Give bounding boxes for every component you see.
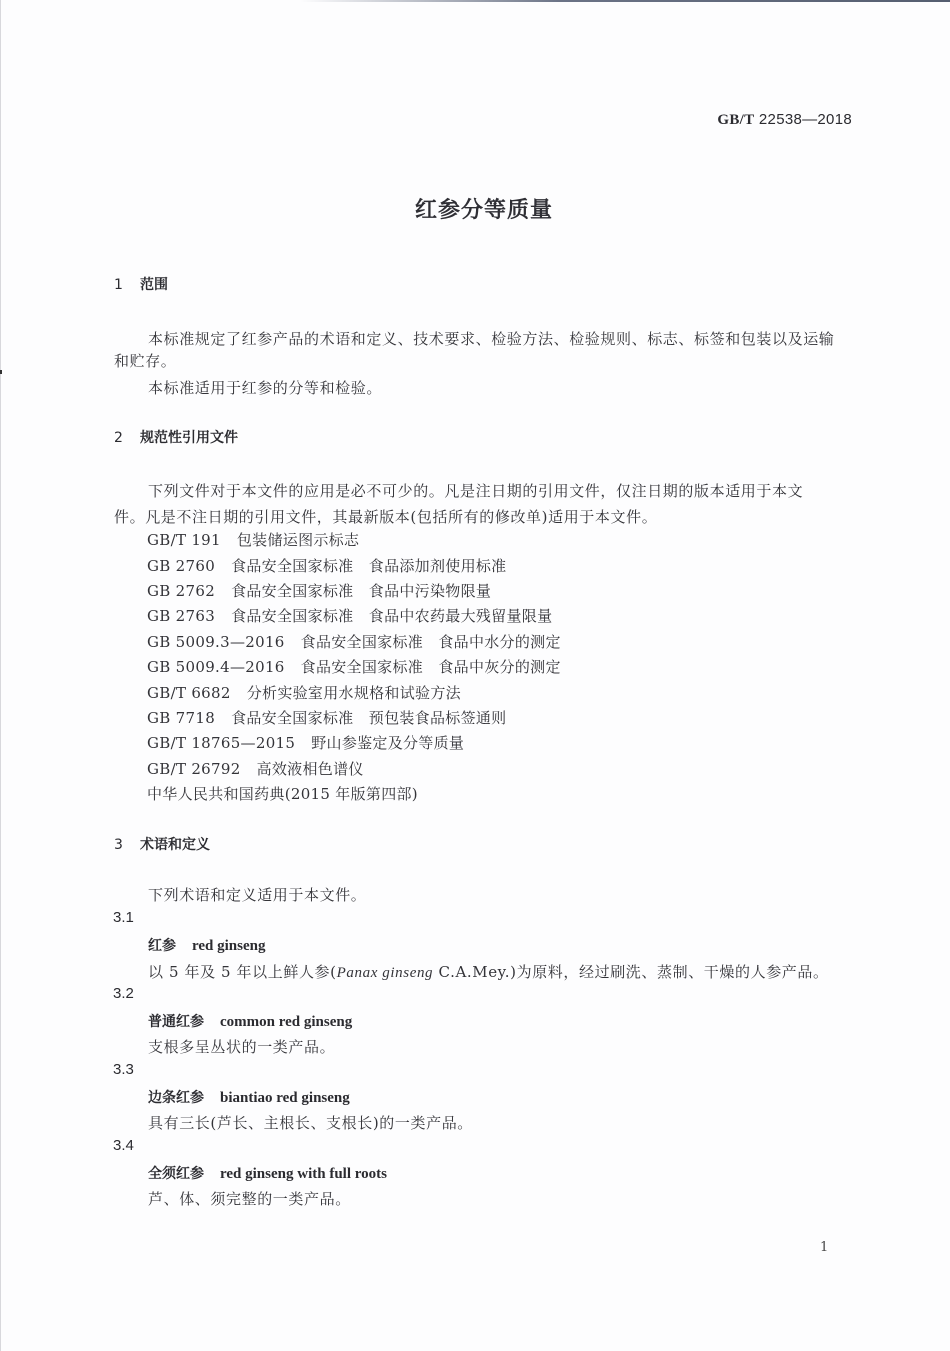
- term-definition: 芦、体、须完整的一类产品。: [148, 1190, 351, 1208]
- reference-item: [147, 732, 464, 753]
- reference-item: [147, 580, 491, 601]
- term-zh: 普通红参: [148, 1014, 204, 1030]
- term-en: common red ginseng: [220, 1014, 353, 1030]
- term-zh: 红参: [148, 938, 176, 954]
- paragraph: 件。凡是不注日期的引用文件，其最新版本(包括所有的修改单)适用于本文件。: [114, 508, 658, 526]
- scan-mark: [0, 370, 2, 374]
- reference-item: [147, 707, 506, 728]
- reference-title: 包装储运图示标志: [236, 531, 360, 549]
- term-en: red ginseng with full roots: [220, 1166, 387, 1182]
- term-zh: 全须红参: [148, 1166, 204, 1182]
- reference-item: [147, 783, 418, 804]
- document-title: 红参分等质量: [414, 198, 553, 223]
- reference-code: GB/T 191: [147, 531, 221, 549]
- section-2-heading: [114, 427, 238, 447]
- reference-code: GB 2763: [147, 607, 216, 625]
- term-heading: [148, 1163, 387, 1183]
- term-heading: [148, 935, 265, 955]
- reference-title: 食品安全国家标准 预包装食品标签通则: [231, 709, 507, 727]
- paragraph: 本标准适用于红参的分等和检验。: [148, 379, 383, 397]
- reference-code: GB/T 26792: [147, 760, 241, 778]
- reference-code: GB 7718: [147, 709, 216, 727]
- reference-item: [147, 605, 552, 626]
- reference-item: [147, 529, 359, 550]
- reference-title: 食品安全国家标准 食品中农药最大残留量限量: [231, 607, 553, 625]
- reference-code: GB 2762: [147, 582, 216, 600]
- reference-item: [147, 656, 561, 677]
- term-heading: [148, 1087, 350, 1107]
- clause-number: 3.3: [113, 1061, 134, 1078]
- reference-title: 野山参鉴定及分等质量: [311, 734, 465, 752]
- standard-number: 22538—2018: [758, 111, 852, 128]
- section-1-heading: [114, 274, 168, 294]
- term-definition: 支根多呈丛状的一类产品。: [148, 1038, 336, 1056]
- term-en: biantiao red ginseng: [220, 1090, 350, 1106]
- reference-item: [147, 631, 561, 652]
- reference-code: GB 5009.4—2016: [147, 658, 285, 676]
- term-heading: [148, 1011, 352, 1031]
- term-zh: 边条红参: [148, 1090, 204, 1106]
- reference-title: 高效液相色谱仪: [256, 760, 364, 778]
- reference-code: GB 2760: [147, 557, 216, 575]
- term-definition: 具有三长(芦长、主根长、支根长)的一类产品。: [148, 1114, 473, 1132]
- reference-item: [147, 758, 364, 779]
- reference-code: GB/T 6682: [147, 684, 231, 702]
- standard-prefix: GB/T: [717, 112, 755, 128]
- paragraph: 下列术语和定义适用于本文件。: [148, 886, 367, 904]
- paragraph: 和贮存。: [114, 352, 177, 370]
- definition-text: 以 5 年及 5 年以上鲜人参(: [148, 963, 337, 981]
- clause-number: 3.1: [113, 909, 134, 926]
- section-title: 术语和定义: [140, 837, 210, 853]
- reference-code: GB/T 18765—2015: [147, 734, 296, 752]
- reference-title: 分析实验室用水规格和试验方法: [246, 684, 461, 702]
- definition-text: C.A.Mey.)为原料，经过刷洗、蒸制、干燥的人参产品。: [433, 963, 829, 981]
- clause-number: 3.2: [113, 985, 134, 1002]
- paragraph: 本标准规定了红参产品的术语和定义、技术要求、检验方法、检验规则、标志、标签和包装以及运输: [148, 330, 835, 348]
- page-number: 1: [820, 1240, 829, 1255]
- section-number: 3: [114, 837, 123, 853]
- term-definition: [148, 961, 829, 982]
- reference-title: 食品安全国家标准 食品中灰分的测定: [300, 658, 561, 676]
- reference-title: 食品安全国家标准 食品添加剂使用标准: [231, 557, 507, 575]
- reference-title: 中华人民共和国药典(2015 年版第四部): [147, 785, 418, 803]
- section-number: 1: [114, 277, 123, 293]
- reference-title: 食品安全国家标准 食品中水分的测定: [300, 633, 561, 651]
- reference-code: GB 5009.3—2016: [147, 633, 285, 651]
- section-number: 2: [114, 430, 123, 446]
- section-title: 规范性引用文件: [140, 430, 238, 446]
- scientific-name: Panax ginseng: [336, 965, 434, 981]
- reference-item: [147, 682, 461, 703]
- reference-title: 食品安全国家标准 食品中污染物限量: [231, 582, 492, 600]
- term-en: red ginseng: [192, 938, 266, 954]
- clause-number: 3.4: [113, 1137, 134, 1154]
- section-title: 范围: [140, 277, 168, 293]
- scan-edge-top: [300, 0, 950, 2]
- paragraph: 下列文件对于本文件的应用是必不可少的。凡是注日期的引用文件，仅注日期的版本适用于本文: [148, 482, 804, 500]
- reference-item: [147, 555, 506, 576]
- standard-code: [717, 111, 852, 129]
- section-3-heading: [114, 834, 210, 854]
